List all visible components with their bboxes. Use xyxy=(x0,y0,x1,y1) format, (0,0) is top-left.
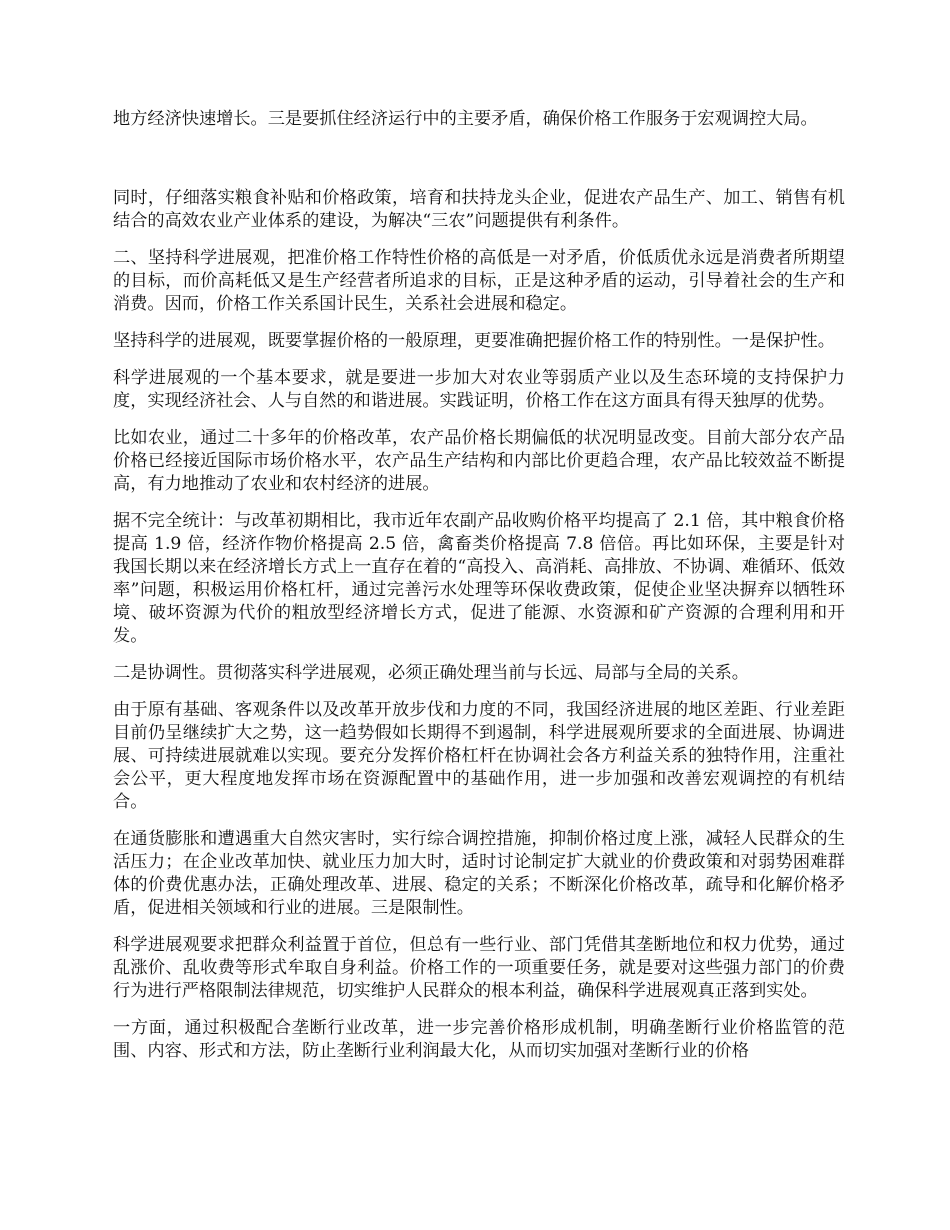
paragraph: 二是协调性。贯彻落实科学进展观，必须正确处理当前与长远、局部与全局的关系。 xyxy=(113,663,749,683)
paragraph: 一方面，通过积极配合垄断行业改革，进一步完善价格形成机制，明确垄断行业价格监管的范围、内容、形式和方法，防止垄断行业利润最大化，从而切实加强对垄断行业的价格 xyxy=(113,1018,845,1061)
paragraph: 在通货膨胀和遭遇重大自然灾害时，实行综合调控措施，抑制价格过度上涨，减轻人民群众的生活压力；在企业改革加快、就业压力加大时，适时讨论制定扩大就业的价费政策和对弱势困难群体的价费优惠办法，正确处理改革、进展、稳定的关系；不断深化价格改革，疏导和化解价格矛盾，促进相关领域和行业的进展。三是限制性。 xyxy=(113,829,845,918)
paragraph: 二、坚持科学进展观，把准价格工作特性价格的高低是一对矛盾，价低质优永远是消费者所期望的目标，而价高耗低又是生产经营者所追求的目标，正是这种矛盾的运动，引导着社会的生产和消费。因而，价格工作关系国计民生，关系社会进展和稳定。 xyxy=(113,248,845,314)
paragraph: 同时，仔细落实粮食补贴和价格政策，培育和扶持龙头企业，促进农产品生产、加工、销售有机结合的高效农业产业体系的建设，为解决“三农”问题提供有利条件。 xyxy=(113,188,845,231)
paragraph: 科学进展观要求把群众利益置于首位，但总有一些行业、部门凭借其垄断地位和权力优势，通过乱涨价、乱收费等形式牟取自身利益。价格工作的一项重要任务，就是要对这些强力部门的价费行为进行严格限制法律规范，切实维护人民群众的根本利益，确保科学进展观真正落到实处。 xyxy=(113,935,845,1001)
paragraph: 坚持科学的进展观，既要掌握价格的一般原理，更要准确把握价格工作的特别性。一是保护性。 xyxy=(113,331,835,351)
paragraph: 比如农业，通过二十多年的价格改革，农产品价格长期偏低的状况明显改变。目前大部分农产品价格已经接近国际市场价格水平，农产品生产结构和内部比价更趋合理，农产品比较效益不断提高，有力地推动了农业和农村经济的进展。 xyxy=(113,428,845,494)
paragraph: 由于原有基础、客观条件以及改革开放步伐和力度的不同，我国经济进展的地区差距、行业差距目前仍呈继续扩大之势，这一趋势假如长期得不到遏制，科学进展观所要求的全面进展、协调进展、可持续进展就难以实现。要充分发挥价格杠杆在协调社会各方利益关系的独特作用，注重社会公平，更大程度地发挥市场在资源配置中的基础作用，进一步加强和改善宏观调控的有机结合。 xyxy=(113,700,845,812)
document-body xyxy=(113,108,845,1077)
paragraph: 据不完全统计：与改革初期相比，我市近年农副产品收购价格平均提高了 2.1 倍，其中粮食价格提高 1.9 倍，经济作物价格提高 2.5 倍，禽畜类价格提高 7.8 倍倍。再比如环保，主要是针对我国长期以来在经济增长方式上一直存在着的“高投入、高消耗、高排放、不协调、难循环、低效率”问题，积极运用价格杠杆，通过完善污水处理等环保收费政策，促使企业坚决摒弃以牺牲环境、破坏资源为代价的粗放型经济增长方式，促进了能源、水资源和矿产资源的合理利用和开发。 xyxy=(113,511,845,646)
paragraph: 地方经济快速增长。三是要抓住经济运行中的主要矛盾，确保价格工作服务于宏观调控大局。 xyxy=(113,109,818,129)
paragraph: 科学进展观的一个基本要求，就是要进一步加大对农业等弱质产业以及生态环境的支持保护力度，实现经济社会、人与自然的和谐进展。实践证明，价格工作在这方面具有得天独厚的优势。 xyxy=(113,368,845,411)
